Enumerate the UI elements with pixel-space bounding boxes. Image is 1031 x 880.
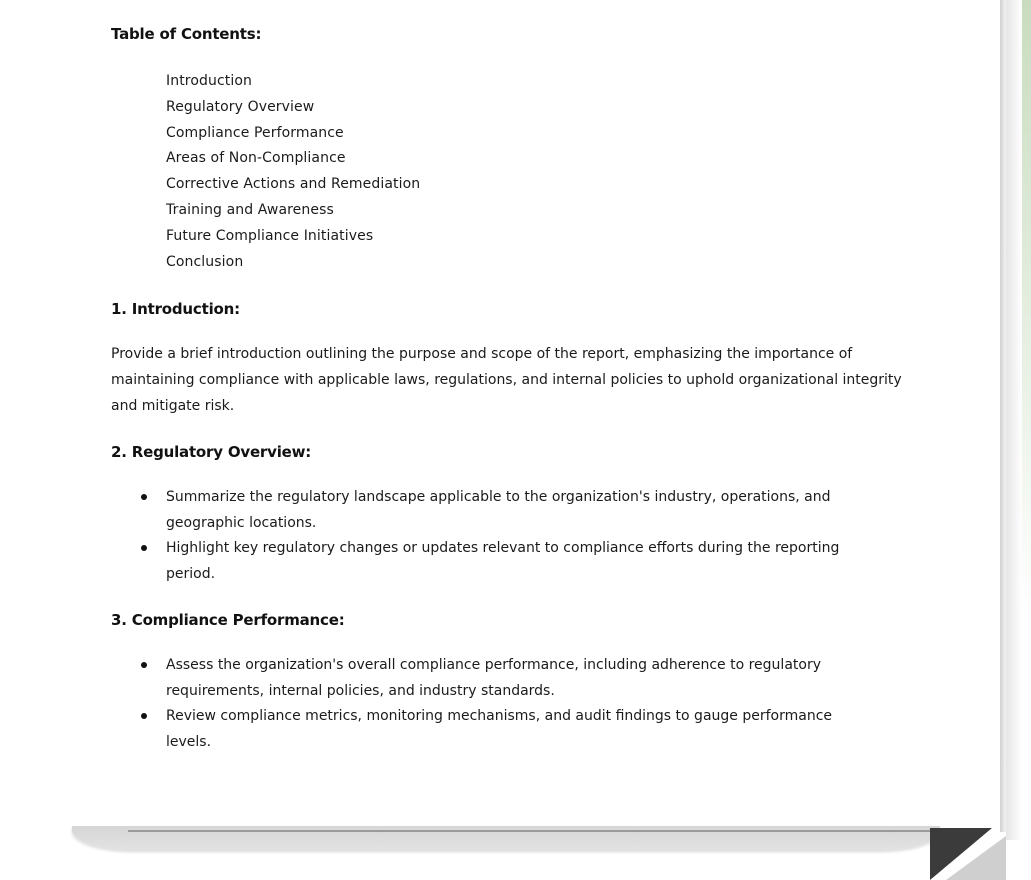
bullet-icon: [141, 494, 147, 500]
compliance-performance-list: [111, 653, 856, 755]
toc-item-future-initiatives: Future Compliance Initiatives: [166, 227, 374, 244]
list-item: [111, 485, 856, 536]
toc-item-areas-of-non-compliance: Areas of Non-Compliance: [166, 150, 346, 167]
document-body: [111, 22, 931, 755]
page-right-edge: [1000, 0, 1006, 832]
toc-item-compliance-performance: Compliance Performance: [166, 124, 344, 141]
introduction-heading: 1. Introduction:: [111, 300, 240, 319]
compliance-performance-heading: 3. Compliance Performance:: [111, 611, 345, 630]
regulatory-overview-list: [111, 485, 856, 587]
regulatory-overview-heading: 2. Regulatory Overview:: [111, 443, 312, 462]
toc-item-conclusion: Conclusion: [166, 253, 244, 270]
toc-heading: Table of Contents:: [111, 25, 262, 43]
page-bottom-edge: [128, 830, 938, 832]
toc-item-introduction: Introduction: [166, 73, 252, 89]
list-item: [111, 536, 856, 587]
list-item: [111, 704, 856, 755]
page-right-shadow: [1006, 0, 1022, 840]
toc-item-regulatory-overview: Regulatory Overview: [166, 98, 315, 115]
bullet-icon: [141, 662, 147, 668]
list-item-text: Summarize the regulatory landscape applicable to the organization's industry, operations, and geographic locations.: [166, 489, 831, 531]
list-item: [111, 653, 856, 704]
list-item-text: Highlight key regulatory changes or updates relevant to compliance efforts during the reporting period.: [166, 540, 840, 582]
page-curl-corner: [930, 828, 992, 880]
list-item-text: Assess the organization's overall compliance performance, including adherence to regulatory requirements, internal policies, and industry standards.: [166, 657, 821, 699]
list-item-text: Review compliance metrics, monitoring mechanisms, and audit findings to gauge performance levels.: [166, 708, 833, 750]
toc-item-training-awareness: Training and Awareness: [166, 201, 334, 218]
toc-list: [166, 69, 931, 275]
bullet-icon: [141, 713, 147, 719]
bullet-icon: [141, 545, 147, 551]
toc-item-corrective-actions: Corrective Actions and Remediation: [166, 176, 421, 193]
introduction-paragraph: Provide a brief introduction outlining the purpose and scope of the report, emphasizing the importance of maintaining compliance with applicable laws, regulations, and internal policies to uphold organizational integrity and mitigate risk.: [111, 346, 902, 415]
